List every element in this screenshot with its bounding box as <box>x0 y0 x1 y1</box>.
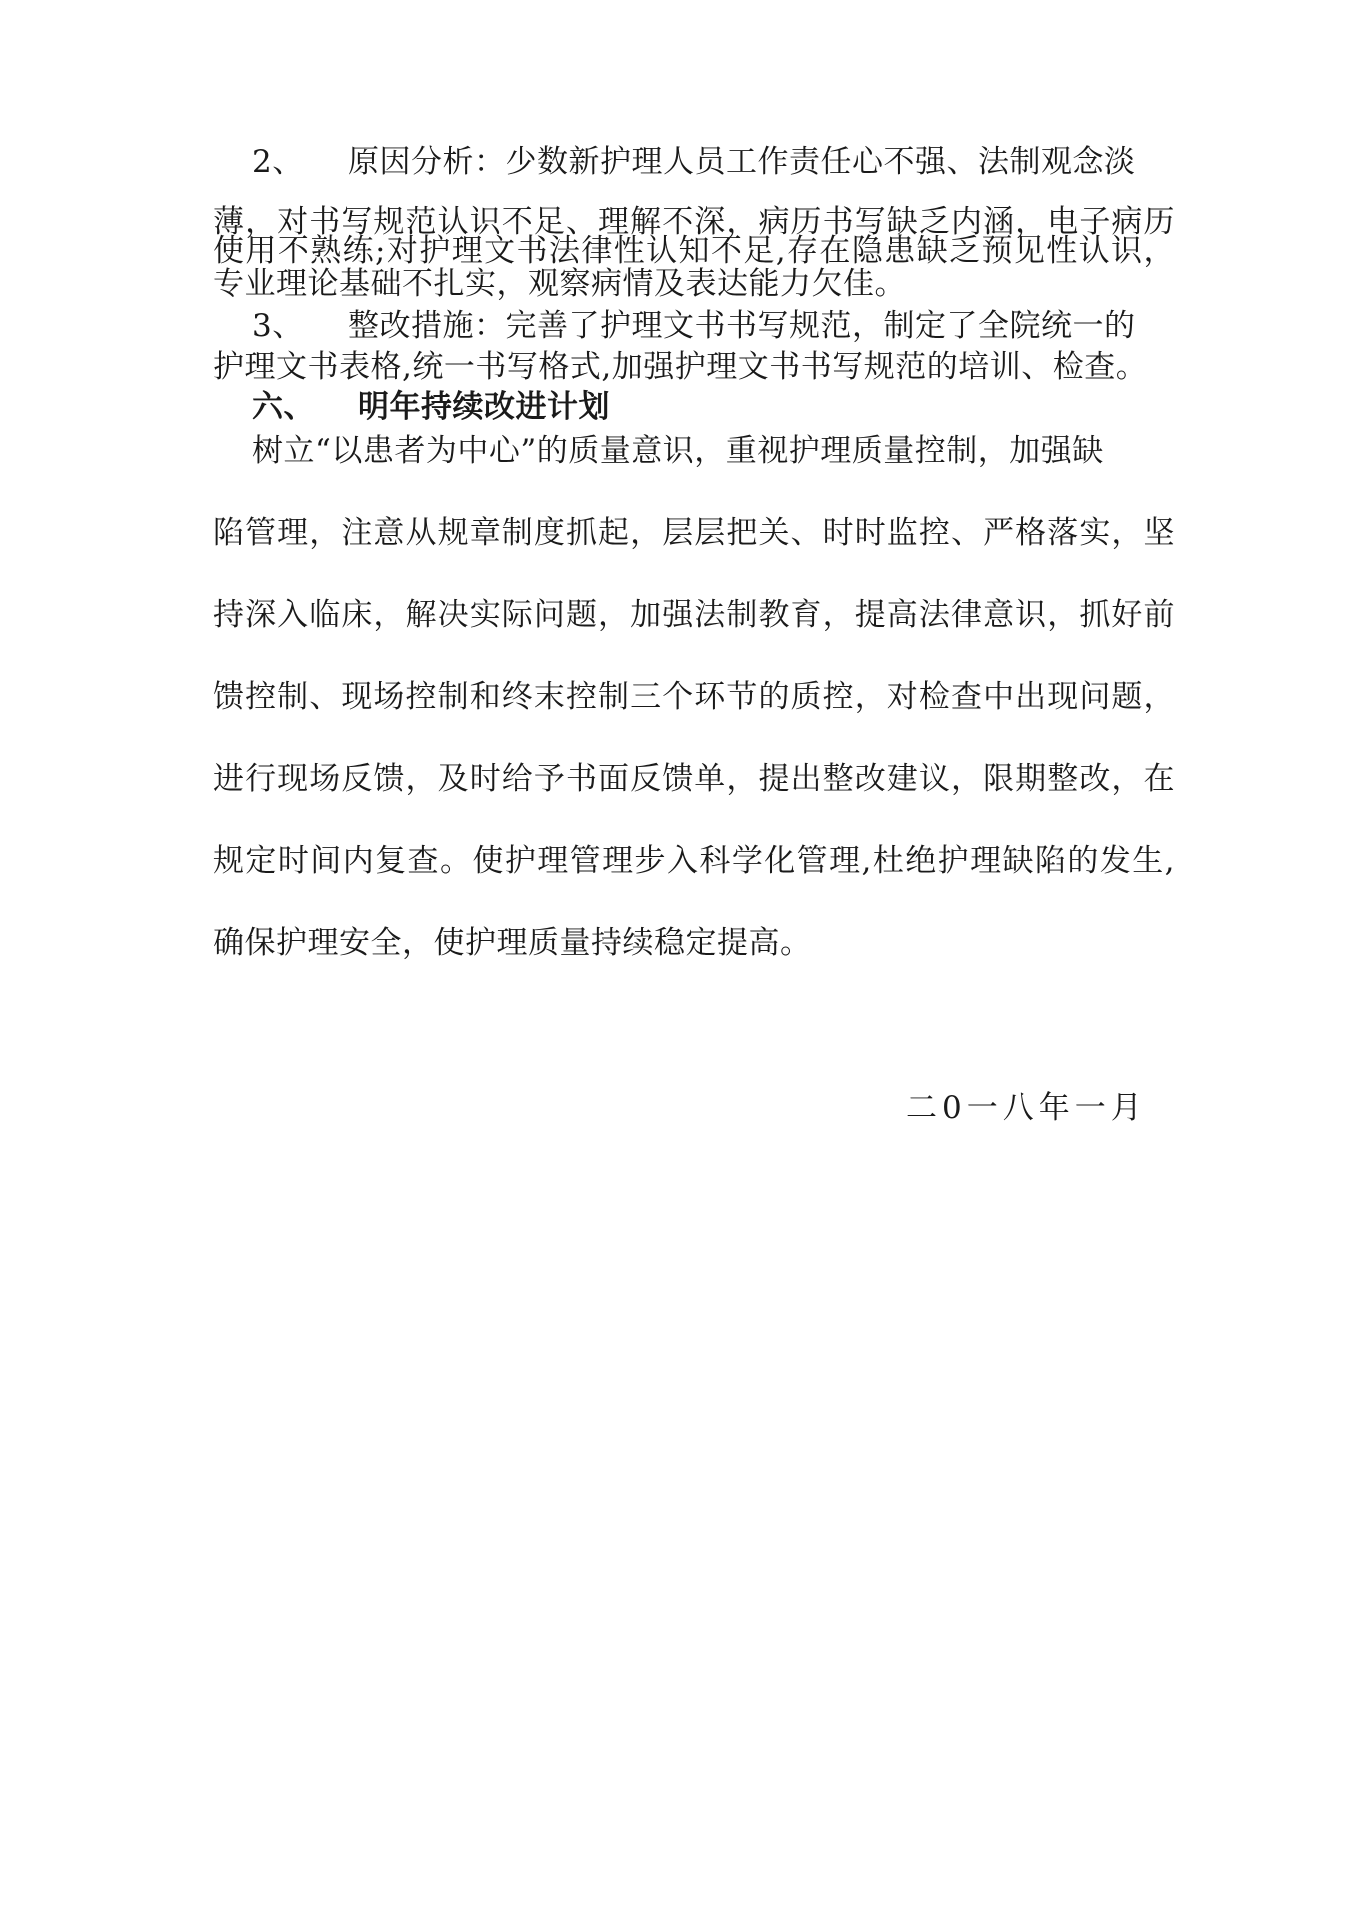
plan-line-6: 规定时间内复查。使护理管理步入科学化管理,杜绝护理缺陷的发生, <box>213 843 1175 879</box>
plan-line-7: 确保护理安全，使护理质量持续稳定提高。 <box>213 925 812 961</box>
cause-line-2: 薄，对书写规范认识不足、理解不深，病历书写缺乏内涵，电子病历 <box>213 204 1175 240</box>
cause-line-4: 专业理论基础不扎实，观察病情及表达能力欠佳。 <box>213 266 906 302</box>
plan-line-4: 馈控制、现场控制和终末控制三个环节的质控，对检查中出现问题， <box>213 679 1175 715</box>
plan-line-3: 持深入临床，解决实际问题，加强法制教育，提高法律意识，抓好前 <box>213 597 1175 633</box>
plan-line-2: 陷管理，注意从规章制度抓起，层层把关、时时监控、严格落实，坚 <box>213 515 1175 551</box>
section-six-number: 六、 <box>252 389 315 425</box>
cause-text-1: 原因分析：少数新护理人员工作责任心不强、法制观念淡 <box>348 144 1136 180</box>
measures-line-2: 护理文书表格,统一书写格式,加强护理文书书写规范的培训、检查。 <box>213 349 1148 385</box>
section-six-heading <box>252 387 1214 427</box>
cause-number: 2、 <box>252 144 304 180</box>
section-six-title: 明年持续改进计划 <box>358 389 610 425</box>
plan-line-5: 进行现场反馈，及时给予书面反馈单，提出整改建议，限期整改，在 <box>213 761 1175 797</box>
measures-text-1: 整改措施：完善了护理文书书写规范，制定了全院统一的 <box>348 308 1136 344</box>
measures-number: 3、 <box>252 308 304 344</box>
measures-line-1 <box>252 306 1214 346</box>
document-date: 二0一八年一月 <box>906 1090 1147 1126</box>
plan-line-1: 树立“以患者为中心”的质量意识，重视护理质量控制，加强缺 <box>252 433 1104 469</box>
cause-line-3: 使用不熟练;对护理文书法律性认知不足,存在隐患缺乏预见性认识， <box>213 233 1175 269</box>
cause-line-1 <box>252 142 1214 182</box>
